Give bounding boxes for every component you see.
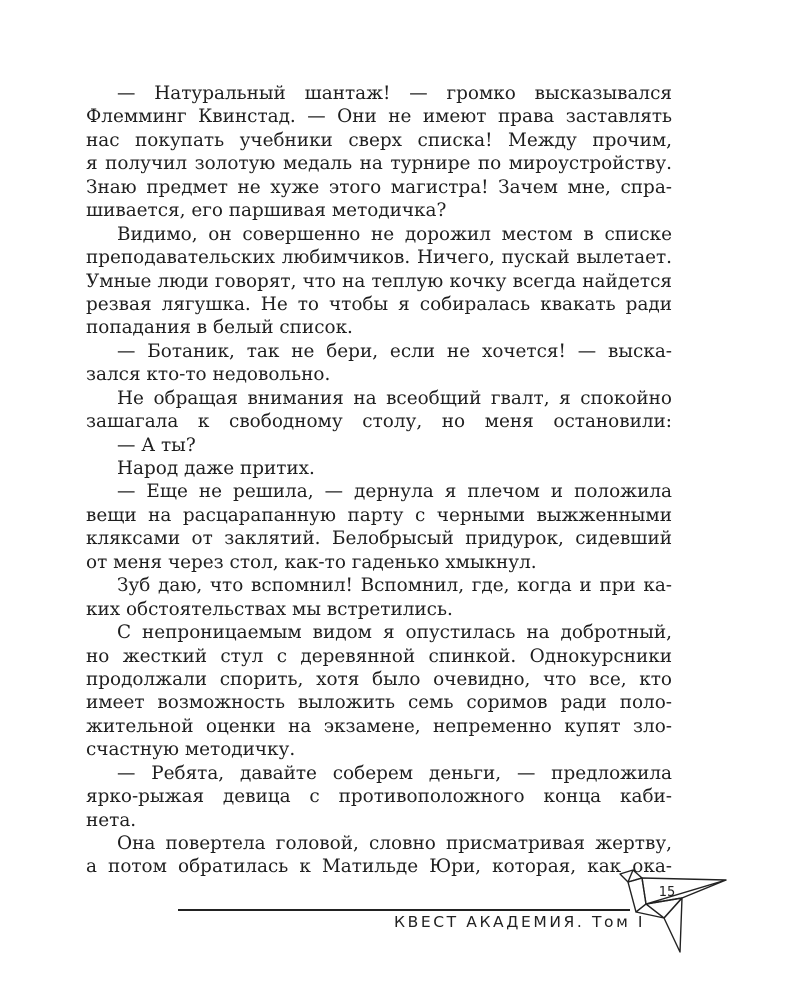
text-line: нета. (86, 809, 137, 831)
text-line: кляксами от заклятий. Белобрысый придурок, сидевший (86, 528, 672, 550)
text-line: Народ даже притих. (117, 458, 315, 479)
page-number: 15 (658, 885, 676, 900)
text-line: нас покупать учебники сверх списка! Между прочим, (86, 129, 672, 151)
text-line: — Ботаник, так не бери, если не хочется! — выска- (117, 340, 672, 362)
text-line: Видимо, он совершенно не дорожил местом в списке (117, 223, 672, 245)
text-line: шивается, его паршивая методичка? (86, 200, 447, 222)
text-line: а потом обратилась к Матильде Юри, которая, как ока- (86, 856, 672, 878)
text-line: Зуб даю, что вспомнил! Вспомнил, где, когда и при ка- (117, 575, 672, 597)
text-line: попадания в белый список. (86, 317, 353, 339)
text-line: Флемминг Квинстад. — Они не имеют права заставлять (86, 106, 672, 128)
text-line: Умные люди говорят, что на теплую кочку всегда найдется (86, 270, 672, 292)
text-line: счастную методичку. (86, 739, 296, 761)
text-line: С непроницаемым видом я опустилась на добротный, (117, 622, 672, 644)
text-line: преподавательских любимчиков. Ничего, пускай вылетает. (86, 247, 672, 269)
text-line: зашагала к свободному столу, но меня остановили: (86, 411, 672, 433)
text-line: ких обстоятельствах мы встретились. (86, 598, 453, 620)
running-footer-title: КВЕСТ АКАДЕМИЯ. Том I (394, 913, 646, 931)
text-line: зался кто-то недовольно. (86, 364, 331, 386)
page-body-text (86, 82, 672, 879)
text-line: резвая лягушка. Не то чтобы я собиралась квакать ради (86, 293, 672, 315)
text-line: — Ребята, давайте соберем деньги, — предложила (117, 762, 672, 784)
text-line: — Натуральный шантаж! — громко высказывался (117, 83, 672, 104)
text-line: жительной оценки на экзамене, непременно купят зло- (86, 715, 672, 737)
text-line: продолжали спорить, хотя было очевидно, что все, кто (86, 668, 672, 690)
text-line: Она повертела головой, словно присматривая жертву, (117, 833, 672, 854)
text-line: имеет возможность выложить семь соримов ради поло- (86, 692, 672, 714)
text-line: но жесткий стул с деревянной спинкой. Однокурсники (86, 645, 672, 667)
text-line: от меня через стол, как-то гаденько хмыкнул. (86, 551, 537, 573)
text-line: — А ты? (117, 434, 196, 456)
text-line: я получил золотую медаль на турнире по мироустройству. (86, 153, 672, 175)
footer-rule (178, 909, 630, 911)
text-line: Не обращая внимания на всеобщий гвалт, я спокойно (117, 387, 672, 409)
text-line: Знаю предмет не хуже этого магистра! Зачем мне, спра- (86, 176, 672, 198)
text-line: вещи на расцарапанную парту с черными выжженными (86, 504, 672, 526)
text-line: — Еще не решила, — дернула я плечом и положила (117, 481, 672, 503)
text-line: ярко-рыжая девица с противоположного конца каби- (86, 786, 672, 808)
origami-bird-icon (606, 858, 730, 956)
